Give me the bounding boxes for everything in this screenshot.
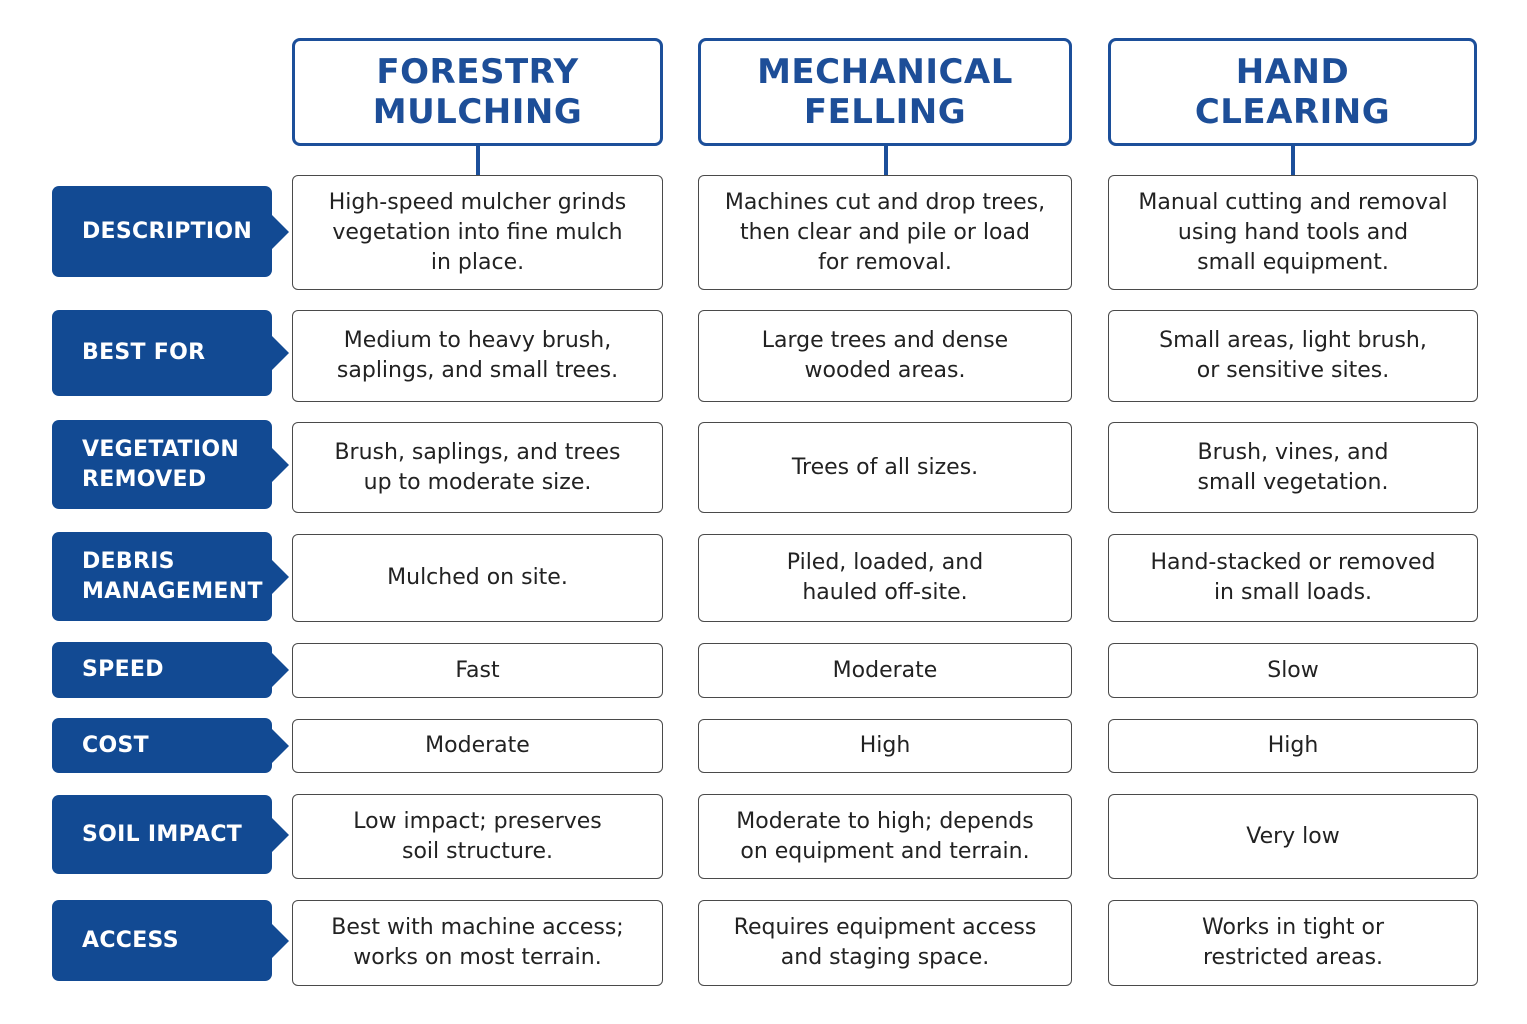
cell-text: then clear and pile or load [740, 219, 1030, 245]
column-header-line: CLEARING [1194, 92, 1391, 132]
row-label-vegetation-removed [52, 420, 272, 509]
cell-speed-forestry-mulching [292, 643, 663, 698]
cell-description-forestry-mulching [292, 175, 663, 290]
cell-text: Trees of all sizes. [791, 454, 979, 480]
cell-text: Brush, vines, and [1197, 439, 1389, 465]
row-label-description [52, 186, 272, 277]
row-label-text: SPEED [82, 657, 164, 682]
column-header-mechanical-felling [698, 38, 1072, 146]
cell-text: High [1267, 733, 1319, 758]
cell-text: in small loads. [1213, 580, 1373, 605]
cell-best-for-mechanical-felling [698, 310, 1072, 402]
cell-text: or sensitive sites. [1196, 358, 1390, 383]
row-label-text: SOIL IMPACT [82, 821, 243, 847]
row-label-text: COST [82, 732, 149, 758]
cell-cost-forestry-mulching [292, 719, 663, 773]
column-header-line: FELLING [803, 92, 967, 132]
cell-text: works on most terrain. [353, 945, 602, 970]
column-header-line: FORESTRY [376, 52, 579, 92]
cell-text: Moderate to high; depends [736, 808, 1034, 834]
cell-text: High [859, 733, 911, 758]
cell-text: saplings, and small trees. [336, 358, 619, 383]
cell-text: and staging space. [780, 945, 990, 970]
cell-vegetation-removed-forestry-mulching [292, 422, 663, 513]
column-header-forestry-mulching [292, 38, 663, 146]
cell-debris-management-hand-clearing [1108, 534, 1478, 622]
cell-text: Medium to heavy brush, [343, 328, 612, 353]
cell-text: vegetation into fine mulch [332, 219, 623, 245]
cell-text: in place. [430, 249, 525, 275]
row-label-text: BEST FOR [82, 340, 206, 365]
row-label-text: MANAGEMENT [82, 578, 263, 604]
cell-speed-mechanical-felling [698, 643, 1072, 698]
cell-text: small equipment. [1197, 249, 1389, 275]
cell-text: Large trees and dense [761, 328, 1009, 353]
cell-text: Moderate [425, 733, 530, 758]
cell-text: up to moderate size. [363, 469, 592, 495]
cell-text: Moderate [832, 657, 938, 683]
cell-cost-hand-clearing [1108, 719, 1478, 773]
cell-text: restricted areas. [1202, 945, 1384, 970]
row-label-text: REMOVED [82, 466, 207, 492]
row-label-text: DESCRIPTION [82, 218, 253, 244]
cell-text: Brush, saplings, and trees [334, 439, 621, 465]
cell-text: Low impact; preserves [353, 808, 602, 834]
cell-text: Small areas, light brush, [1159, 328, 1427, 353]
cell-soil-impact-hand-clearing [1108, 794, 1478, 879]
cell-access-forestry-mulching [292, 900, 663, 986]
row-label-text: DEBRIS [82, 548, 175, 574]
column-connector [1291, 146, 1295, 176]
cell-text: soil structure. [402, 838, 553, 864]
cell-debris-management-forestry-mulching [292, 534, 663, 622]
cell-text: Very low [1246, 823, 1340, 849]
cell-access-mechanical-felling [698, 900, 1072, 986]
row-label-access [52, 900, 272, 981]
cell-soil-impact-forestry-mulching [292, 794, 663, 879]
cell-text: Works in tight or [1202, 915, 1384, 940]
cell-speed-hand-clearing [1108, 643, 1478, 698]
cell-access-hand-clearing [1108, 900, 1478, 986]
cell-vegetation-removed-hand-clearing [1108, 422, 1478, 513]
cell-cost-mechanical-felling [698, 719, 1072, 773]
cell-text: High-speed mulcher grinds [328, 189, 627, 215]
cell-text: Requires equipment access [733, 915, 1037, 940]
row-label-speed [52, 642, 272, 698]
cell-vegetation-removed-mechanical-felling [698, 422, 1072, 513]
cell-text: Mulched on site. [387, 565, 568, 590]
row-label-soil-impact [52, 795, 272, 874]
row-label-best-for [52, 310, 272, 396]
cell-text: Hand-stacked or removed [1150, 550, 1436, 575]
cell-text: Slow [1267, 657, 1319, 683]
cell-best-for-hand-clearing [1108, 310, 1478, 402]
cell-text: wooded areas. [804, 358, 966, 383]
cell-best-for-forestry-mulching [292, 310, 663, 402]
cell-description-hand-clearing [1108, 175, 1478, 290]
cell-text: Piled, loaded, and [786, 550, 984, 575]
cell-text: for removal. [818, 249, 952, 275]
cell-text: on equipment and terrain. [740, 838, 1030, 864]
column-header-hand-clearing [1108, 38, 1477, 146]
cell-text: hauled off-site. [802, 580, 968, 605]
row-label-text: VEGETATION [82, 436, 240, 462]
cell-description-mechanical-felling [698, 175, 1072, 290]
column-connector [476, 146, 480, 176]
cell-text: Best with machine access; [331, 915, 624, 940]
cell-soil-impact-mechanical-felling [698, 794, 1072, 879]
column-connector [884, 146, 888, 176]
row-label-text: ACCESS [82, 927, 179, 953]
cell-text: Machines cut and drop trees, [724, 189, 1046, 215]
cell-text: Manual cutting and removal [1138, 189, 1448, 215]
cell-text: using hand tools and [1177, 219, 1409, 245]
row-label-debris-management [52, 532, 272, 621]
column-header-line: MECHANICAL [757, 52, 1013, 92]
row-label-cost [52, 718, 272, 773]
column-header-line: HAND [1235, 52, 1350, 92]
cell-text: Fast [455, 657, 500, 683]
cell-debris-management-mechanical-felling [698, 534, 1072, 622]
cell-text: small vegetation. [1197, 469, 1389, 495]
column-header-line: MULCHING [372, 92, 583, 132]
